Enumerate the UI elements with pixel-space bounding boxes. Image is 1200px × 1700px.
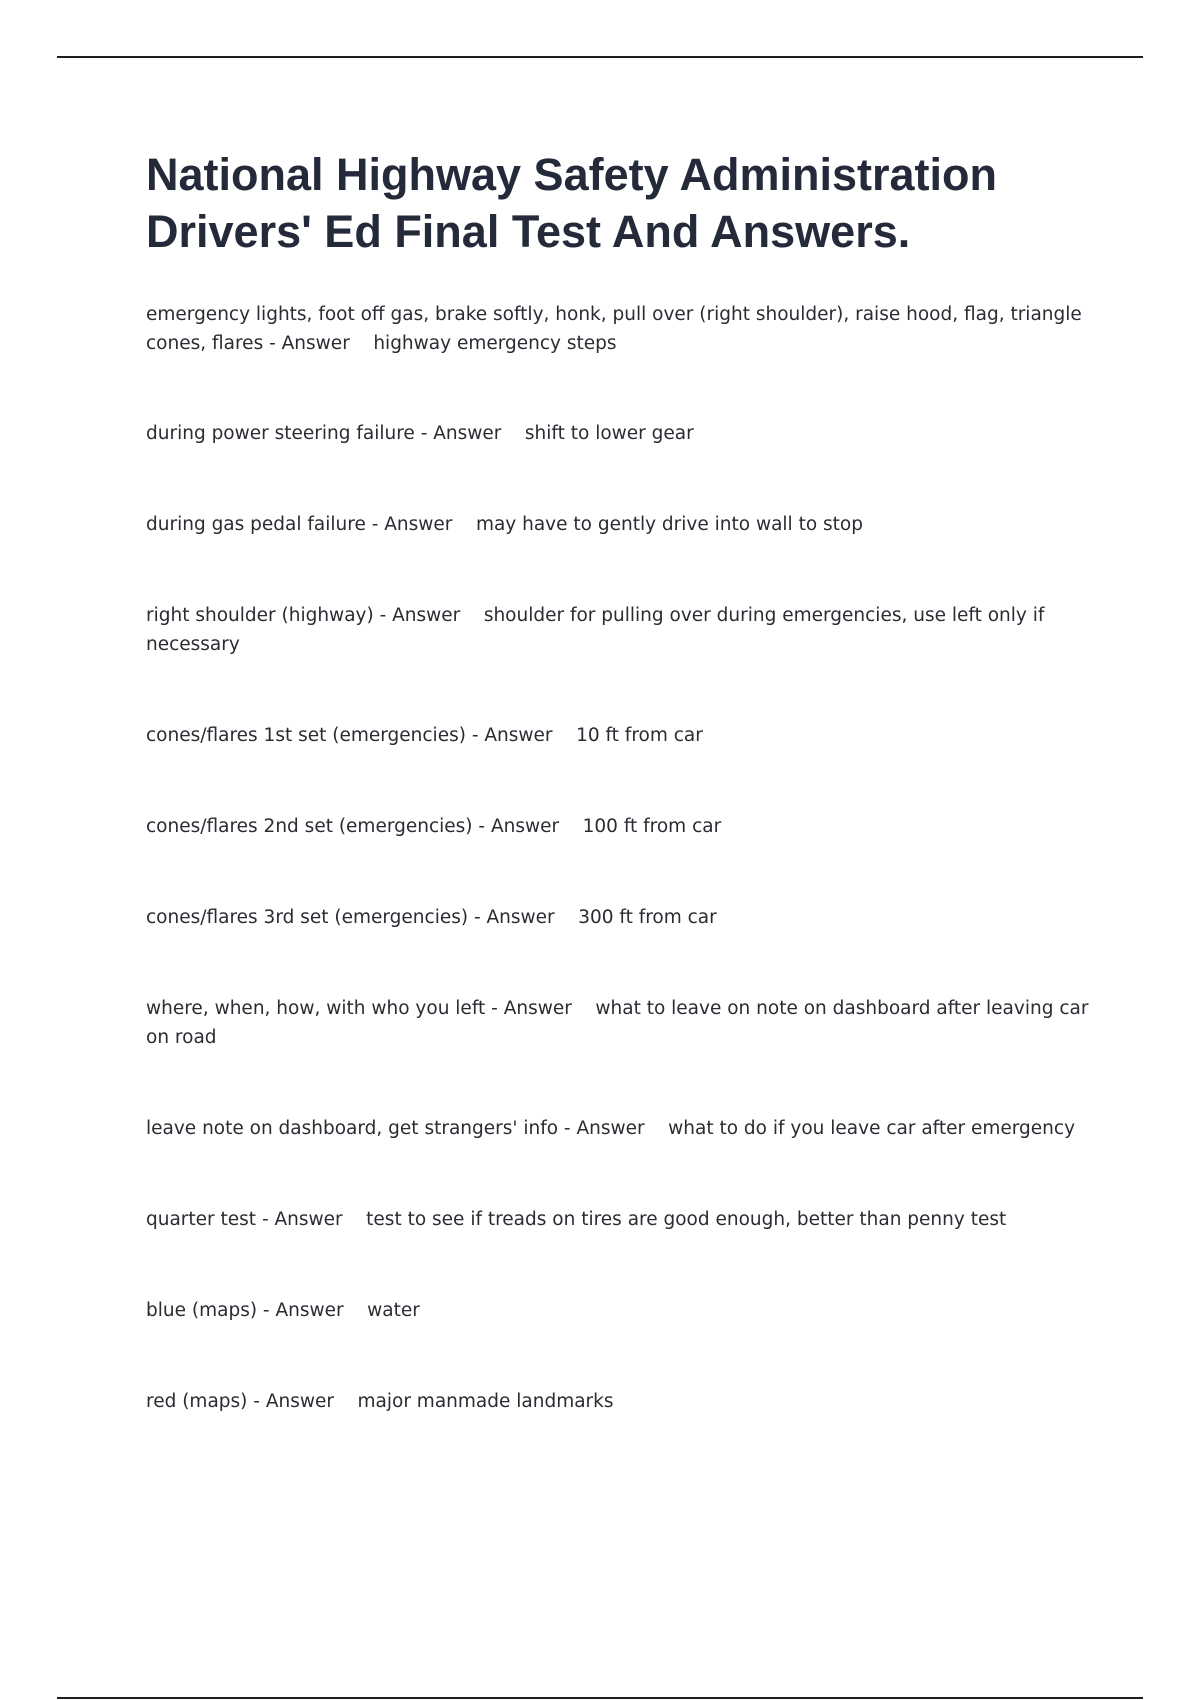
- qa-answer: what to do if you leave car after emergency: [668, 1118, 1076, 1139]
- qa-item: leave note on dashboard, get strangers' info - Answer what to do if you leave car after emergency: [146, 1118, 1076, 1139]
- qa-item: where, when, how, with who you left - Answer what to leave on note on dashboard after leaving car on road: [146, 998, 1089, 1048]
- qa-item: cones/flares 1st set (emergencies) - Answer 10 ft from car: [146, 725, 703, 746]
- qa-answer-label: Answer: [265, 1391, 334, 1412]
- qa-answer-label: Answer: [484, 725, 553, 746]
- qa-answer-label: Answer: [392, 605, 461, 626]
- qa-question: blue (maps): [146, 1300, 258, 1321]
- qa-answer: 100 ft from car: [582, 816, 722, 837]
- qa-answer: 10 ft from car: [576, 725, 703, 746]
- qa-question: cones/flares 1st set (emergencies): [146, 725, 466, 746]
- qa-item: cones/flares 3rd set (emergencies) - Answer 300 ft from car: [146, 907, 717, 928]
- qa-question: right shoulder (highway): [146, 605, 374, 626]
- qa-item: during power steering failure - Answer shift to lower gear: [146, 423, 694, 444]
- qa-answer: may have to gently drive into wall to stop: [475, 514, 863, 535]
- qa-item: cones/flares 2nd set (emergencies) - Answer 100 ft from car: [146, 816, 722, 837]
- document-title: National Highway Safety Administration Drivers' Ed Final Test And Answers.: [146, 149, 997, 257]
- qa-question: cones/flares 3rd set (emergencies): [146, 907, 469, 928]
- top-divider: [57, 56, 1143, 58]
- qa-question: leave note on dashboard, get strangers' info: [146, 1118, 559, 1139]
- qa-answer: 300 ft from car: [578, 907, 717, 928]
- qa-answer-label: Answer: [384, 514, 453, 535]
- qa-answer-label: Answer: [490, 816, 560, 837]
- qa-item: during gas pedal failure - Answer may have to gently drive into wall to stop: [146, 514, 863, 535]
- qa-answer: what to leave on note on dashboard after leaving car on road: [146, 998, 1089, 1048]
- qa-answer: water: [367, 1300, 420, 1321]
- qa-item: quarter test - Answer test to see if treads on tires are good enough, better than penny test: [146, 1209, 1007, 1230]
- qa-answer-label: Answer: [433, 423, 502, 444]
- qa-answer-label: Answer: [281, 333, 350, 354]
- qa-list: [146, 300, 1096, 1416]
- qa-item: right shoulder (highway) - Answer shoulder for pulling over during emergencies, use left only if necessary: [146, 605, 1045, 655]
- qa-answer-label: Answer: [275, 1300, 344, 1321]
- qa-answer-label: Answer: [503, 998, 572, 1019]
- qa-answer: major manmade landmarks: [357, 1391, 614, 1412]
- qa-question: quarter test: [146, 1209, 257, 1230]
- qa-answer: highway emergency steps: [373, 333, 617, 354]
- qa-question: red (maps): [146, 1391, 248, 1412]
- qa-item: emergency lights, foot off gas, brake softly, honk, pull over (right shoulder), raise hood, flag, triangle cones, flares - Answer highway emergency steps: [146, 304, 1082, 354]
- qa-question: during power steering failure: [146, 423, 415, 444]
- qa-answer-label: Answer: [576, 1118, 645, 1139]
- qa-item: blue (maps) - Answer water: [146, 1300, 420, 1321]
- qa-answer: test to see if treads on tires are good enough, better than penny test: [366, 1209, 1007, 1230]
- qa-answer-label: Answer: [486, 907, 555, 928]
- qa-answer: shift to lower gear: [524, 423, 694, 444]
- qa-question: cones/flares 2nd set (emergencies): [146, 816, 473, 837]
- qa-question: emergency lights, foot off gas, brake softly, honk, pull over (right shoulder), raise hood, flag, triangle cones, flares: [146, 304, 1082, 354]
- qa-question: where, when, how, with who you left: [146, 998, 486, 1019]
- qa-answer-label: Answer: [274, 1209, 343, 1230]
- qa-item: red (maps) - Answer major manmade landmarks: [146, 1391, 614, 1412]
- qa-answer: shoulder for pulling over during emergencies, use left only if necessary: [146, 605, 1045, 655]
- bottom-divider: [57, 1697, 1143, 1699]
- qa-question: during gas pedal failure: [146, 514, 366, 535]
